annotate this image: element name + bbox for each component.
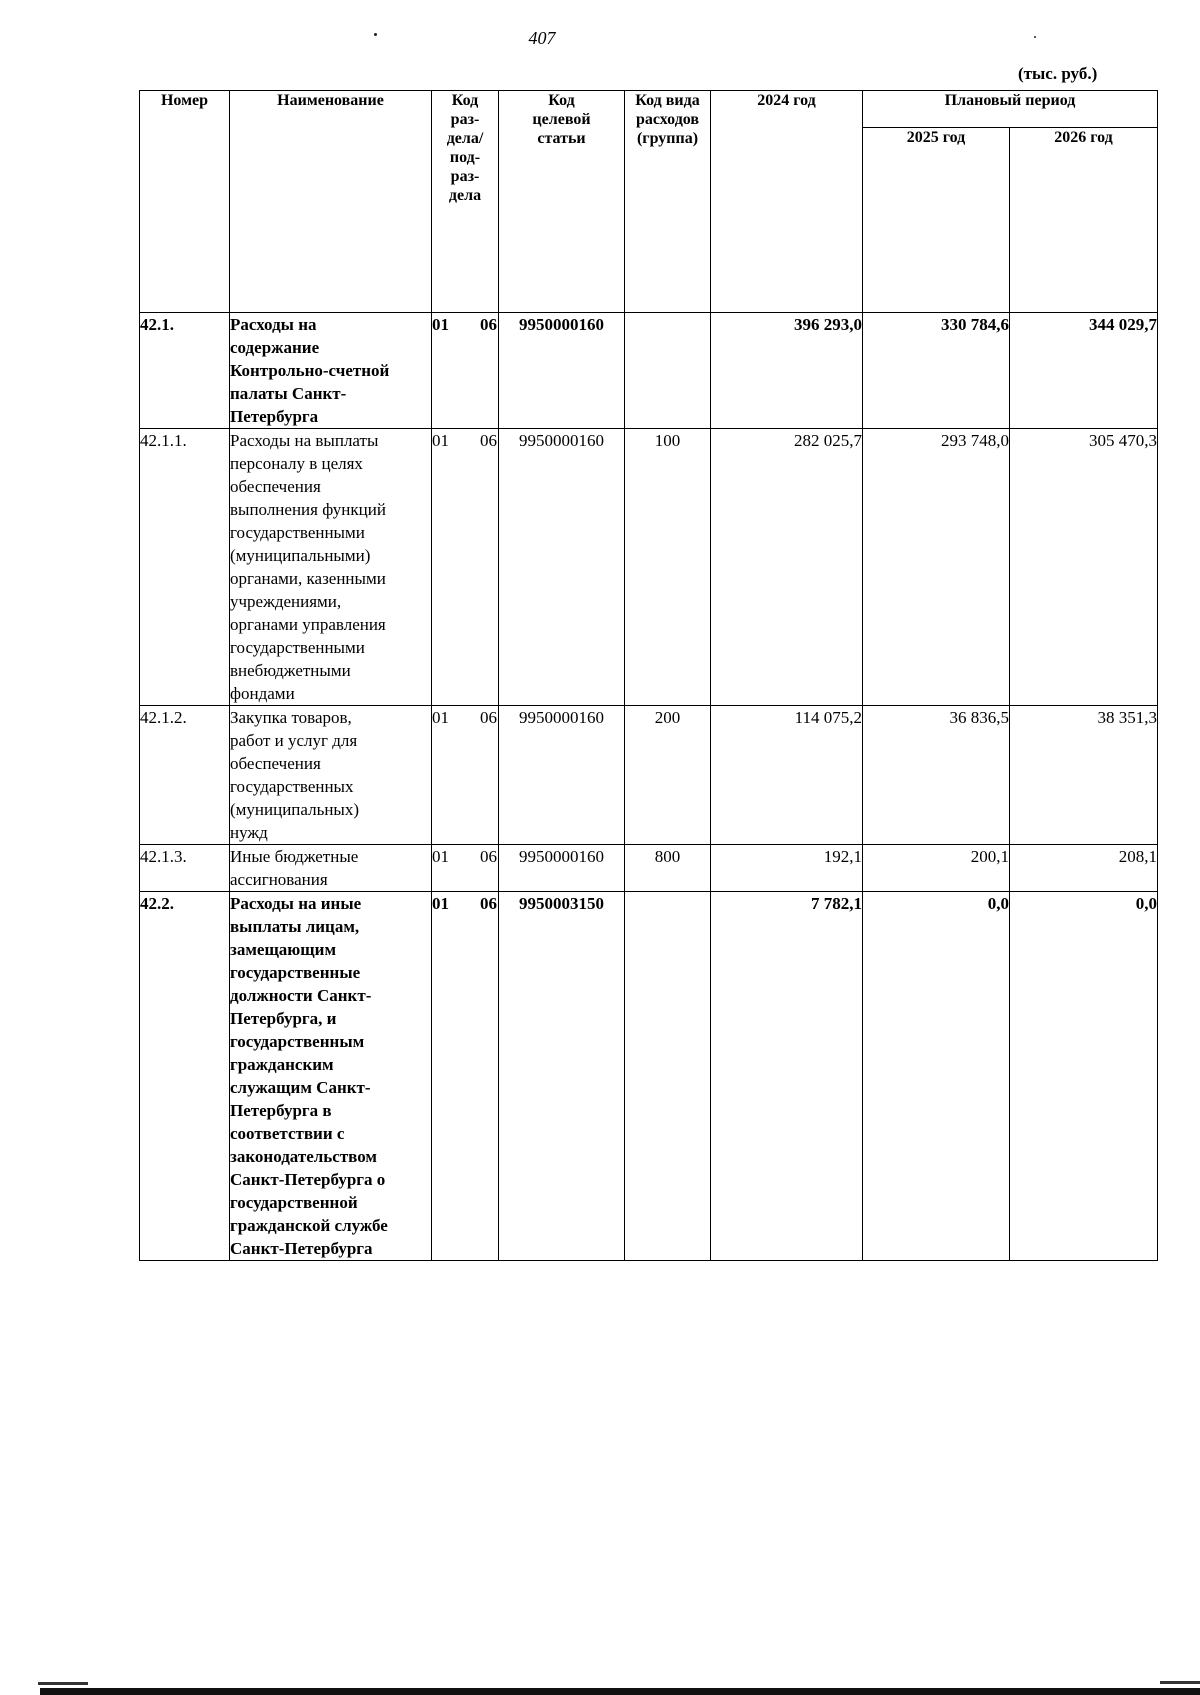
section-code: 01 <box>432 847 449 866</box>
header-kind <box>625 91 711 313</box>
row-name-line: государственным <box>230 1032 365 1051</box>
row-amount-2024: 114 075,2 <box>711 706 863 845</box>
row-name-line: замещающим <box>230 940 337 959</box>
table-row <box>140 429 1158 706</box>
row-target-code: 9950000160 <box>499 845 625 892</box>
row-amount-2026: 38 351,3 <box>1010 706 1158 845</box>
row-section-code <box>432 313 499 429</box>
section-code: 01 <box>432 431 449 450</box>
row-name-line: должности Санкт- <box>230 986 372 1005</box>
table-row <box>140 892 1158 1261</box>
row-name-line: выполнения функций <box>230 500 386 519</box>
row-kind-code <box>625 892 711 1261</box>
row-name <box>230 313 432 429</box>
header-target-line: целевой <box>532 111 591 128</box>
header-kind-line: Код вида <box>635 92 700 109</box>
row-amount-2025: 200,1 <box>863 845 1010 892</box>
header-kind-line: расходов <box>635 111 700 128</box>
row-amount-2025: 330 784,6 <box>863 313 1010 429</box>
row-kind-code: 100 <box>625 429 711 706</box>
header-name: Наименование <box>230 91 432 313</box>
header-target <box>499 91 625 313</box>
header-section-line: Код <box>451 92 479 109</box>
row-name-line: работ и услуг для <box>230 731 358 750</box>
row-amount-2024: 396 293,0 <box>711 313 863 429</box>
row-name-line: Санкт-Петербурга о <box>230 1170 386 1189</box>
units-label: (тыс. руб.) <box>1018 64 1098 83</box>
header-kind-line: (группа) <box>636 130 699 147</box>
page-number: 407 <box>528 28 556 48</box>
row-name-line: внебюджетными <box>230 661 351 680</box>
row-target-code: 9950000160 <box>499 429 625 706</box>
header-number: Номер <box>140 91 230 313</box>
row-amount-2024: 7 782,1 <box>711 892 863 1261</box>
row-kind-code: 800 <box>625 845 711 892</box>
subsection-code: 06 <box>480 894 497 913</box>
row-name-line: государственными <box>230 638 365 657</box>
row-name-line: фондами <box>230 684 295 703</box>
section-code-pair <box>432 706 498 729</box>
row-number: 42.1.3. <box>140 845 230 892</box>
row-number: 42.1. <box>140 313 230 429</box>
row-target-code: 9950003150 <box>499 892 625 1261</box>
header-planned-period: Плановый период <box>863 91 1158 128</box>
row-name-line: служащим Санкт- <box>230 1078 371 1097</box>
row-name-line: содержание <box>230 338 320 357</box>
row-kind-code <box>625 313 711 429</box>
row-amount-2025: 293 748,0 <box>863 429 1010 706</box>
row-amount-2024: 192,1 <box>711 845 863 892</box>
header-target-line: статьи <box>537 130 586 147</box>
row-amount-2024: 282 025,7 <box>711 429 863 706</box>
scan-edge-mark <box>38 1682 88 1685</box>
row-name <box>230 892 432 1261</box>
subsection-code: 06 <box>480 708 497 727</box>
header-section-line: дела <box>448 187 482 204</box>
row-name <box>230 845 432 892</box>
scan-edge-mark <box>1160 1681 1200 1684</box>
header-section-line: дела/ <box>446 130 484 147</box>
row-name-line: гражданской службе <box>230 1216 388 1235</box>
table-row <box>140 706 1158 845</box>
row-section-code <box>432 706 499 845</box>
row-name-line: государственной <box>230 1193 358 1212</box>
row-name-line: нужд <box>230 823 268 842</box>
row-name-line: государственные <box>230 963 361 982</box>
row-name-line: палаты Санкт- <box>230 384 347 403</box>
row-name-line: гражданским <box>230 1055 334 1074</box>
section-code-pair <box>432 429 498 452</box>
row-name-line: Расходы на иные <box>230 894 362 913</box>
section-code: 01 <box>432 894 449 913</box>
table-row <box>140 313 1158 429</box>
header-section-line: раз- <box>450 168 480 185</box>
table-row <box>140 845 1158 892</box>
row-name-line: выплаты лицам, <box>230 917 360 936</box>
row-amount-2026: 0,0 <box>1010 892 1158 1261</box>
row-name <box>230 706 432 845</box>
row-name-line: обеспечения <box>230 477 321 496</box>
header-year-2026: 2026 год <box>1010 128 1158 313</box>
row-name-line: органами управления <box>230 615 386 634</box>
row-name <box>230 429 432 706</box>
subsection-code: 06 <box>480 847 497 866</box>
section-code: 01 <box>432 315 449 334</box>
header-year-2024: 2024 год <box>711 91 863 313</box>
scan-speck <box>374 33 377 36</box>
row-amount-2026: 344 029,7 <box>1010 313 1158 429</box>
row-amount-2025: 36 836,5 <box>863 706 1010 845</box>
row-name-line: Закупка товаров, <box>230 708 352 727</box>
header-section-line: под- <box>449 149 481 166</box>
row-number: 42.1.1. <box>140 429 230 706</box>
row-name-line: Санкт-Петербурга <box>230 1239 373 1258</box>
subsection-code: 06 <box>480 315 497 334</box>
row-section-code <box>432 892 499 1261</box>
row-name-line: персоналу в целях <box>230 454 363 473</box>
header-section-line: раз- <box>450 111 480 128</box>
header-row <box>140 91 1158 128</box>
scan-speck <box>1034 36 1036 38</box>
row-name-line: Расходы на <box>230 315 317 334</box>
table-body <box>140 313 1158 1261</box>
header-year-2025: 2025 год <box>863 128 1010 313</box>
row-name-line: Контрольно-счетной <box>230 361 390 380</box>
row-name-line: органами, казенными <box>230 569 386 588</box>
section-code: 01 <box>432 708 449 727</box>
section-code-pair <box>432 845 498 868</box>
section-code-pair <box>432 313 498 336</box>
row-target-code: 9950000160 <box>499 313 625 429</box>
row-number: 42.2. <box>140 892 230 1261</box>
row-name-line: (муниципальными) <box>230 546 371 565</box>
row-section-code <box>432 845 499 892</box>
row-name-line: государственными <box>230 523 365 542</box>
header-target-line: Код <box>548 92 575 109</box>
row-name-line: (муниципальных) <box>230 800 360 819</box>
row-kind-code: 200 <box>625 706 711 845</box>
scan-bottom-edge <box>40 1688 1200 1695</box>
row-number: 42.1.2. <box>140 706 230 845</box>
row-section-code <box>432 429 499 706</box>
header-section <box>432 91 499 313</box>
row-amount-2026: 208,1 <box>1010 845 1158 892</box>
row-name-line: соответствии с <box>230 1124 345 1143</box>
row-target-code: 9950000160 <box>499 706 625 845</box>
row-name-line: учреждениями, <box>230 592 342 611</box>
budget-table <box>139 90 1158 1261</box>
row-name-line: Петербурга <box>230 407 319 426</box>
section-code-pair <box>432 892 498 915</box>
row-name-line: обеспечения <box>230 754 321 773</box>
row-name-line: Петербурга, и <box>230 1009 337 1028</box>
row-name-line: государственных <box>230 777 354 796</box>
row-name-line: Расходы на выплаты <box>230 431 379 450</box>
row-name-line: Иные бюджетные <box>230 847 359 866</box>
row-amount-2026: 305 470,3 <box>1010 429 1158 706</box>
row-name-line: ассигнования <box>230 870 328 889</box>
row-name-line: законодательством <box>230 1147 378 1166</box>
subsection-code: 06 <box>480 431 497 450</box>
row-amount-2025: 0,0 <box>863 892 1010 1261</box>
row-name-line: Петербурга в <box>230 1101 332 1120</box>
